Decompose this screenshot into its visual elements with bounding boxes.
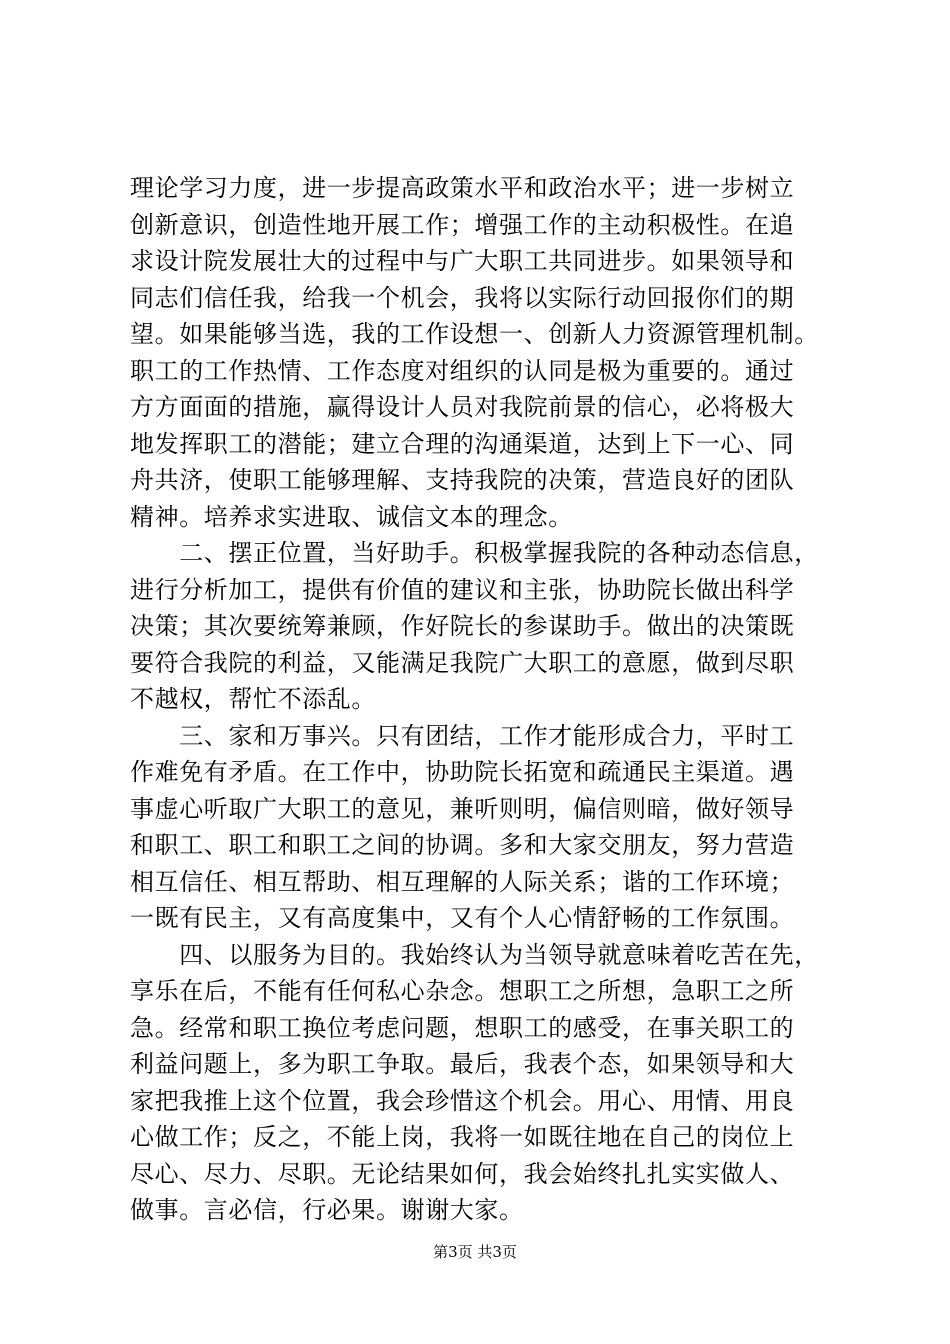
text-line: 尽心、尽力、尽职。无论结果如何，我会始终扎扎实实做人、 [130,1159,795,1188]
text-line: 四、以服务为目的。我始终认为当领导就意味着吃苦在先， [130,940,819,969]
text-line: 不越权，帮忙不添乱。 [130,685,376,713]
text-line: 望。如果能够当选，我的工作设想一、创新人力资源管理机制。 [130,320,819,348]
page-footer: 第3页 共3页 [433,1243,517,1261]
text-line: 一既有民主，又有高度集中，又有个人心情舒畅的工作氛围。 [130,904,795,932]
text-line: 方方面面的措施，赢得设计人员对我院前景的信心，必将极大 [130,393,795,421]
text-line: 相互信任、相互帮助、相互理解的人际关系；谐的工作环境； [130,867,795,896]
body-text [130,170,830,1229]
text-line: 作难免有矛盾。在工作中，协助院长拓宽和疏通民主渠道。遇 [130,758,795,786]
text-line: 同志们信任我，给我一个机会，我将以实际行动回报你们的期 [130,283,795,312]
text-line: 事虚心听取广大职工的意见，兼听则明，偏信则暗，做好领导 [130,794,795,823]
text-line: 舟共济，使职工能够理解、支持我院的决策，营造良好的团队 [130,466,795,494]
text-line: 家把我推上这个位置，我会珍惜这个机会。用心、用情、用良 [130,1086,795,1115]
text-line: 和职工、职工和职工之间的协调。多和大家交朋友，努力营造 [130,831,795,859]
text-line: 要符合我院的利益，又能满足我院广大职工的意愿，做到尽职 [130,648,795,677]
text-line: 精神。培养求实进取、诚信文本的理念。 [130,502,573,531]
text-line: 三、家和万事兴。只有团结，工作才能形成合力，平时工 [130,721,795,750]
text-line: 地发挥职工的潜能；建立合理的沟通渠道，达到上下一心、同 [130,429,795,458]
text-line: 理论学习力度，进一步提高政策水平和政治水平；进一步树立 [130,174,795,202]
text-line: 心做工作；反之，不能上岗，我将一如既往地在自己的岗位上 [130,1123,795,1151]
text-line: 职工的工作热情、工作态度对组织的认同是极为重要的。通过 [130,356,795,385]
text-line: 急。经常和职工换位考虑问题，想职工的感受，在事关职工的 [130,1013,795,1042]
text-line: 二、摆正位置，当好助手。积极掌握我院的各种动态信息， [130,539,819,567]
text-line: 决策；其次要统筹兼顾，作好院长的参谋助手。做出的决策既 [130,612,795,640]
text-line: 做事。言必信，行必果。谢谢大家。 [130,1196,524,1224]
text-line: 求设计院发展壮大的过程中与广大职工共同进步。如果领导和 [130,247,795,275]
text-line: 创新意识，创造性地开展工作；增强工作的主动积极性。在追 [130,210,795,239]
text-line: 进行分析加工，提供有价值的建议和主张，协助院长做出科学 [130,575,795,604]
text-line: 享乐在后，不能有任何私心杂念。想职工之所想，急职工之所 [130,977,795,1005]
text-line: 利益问题上，多为职工争取。最后，我表个态，如果领导和大 [130,1050,795,1078]
